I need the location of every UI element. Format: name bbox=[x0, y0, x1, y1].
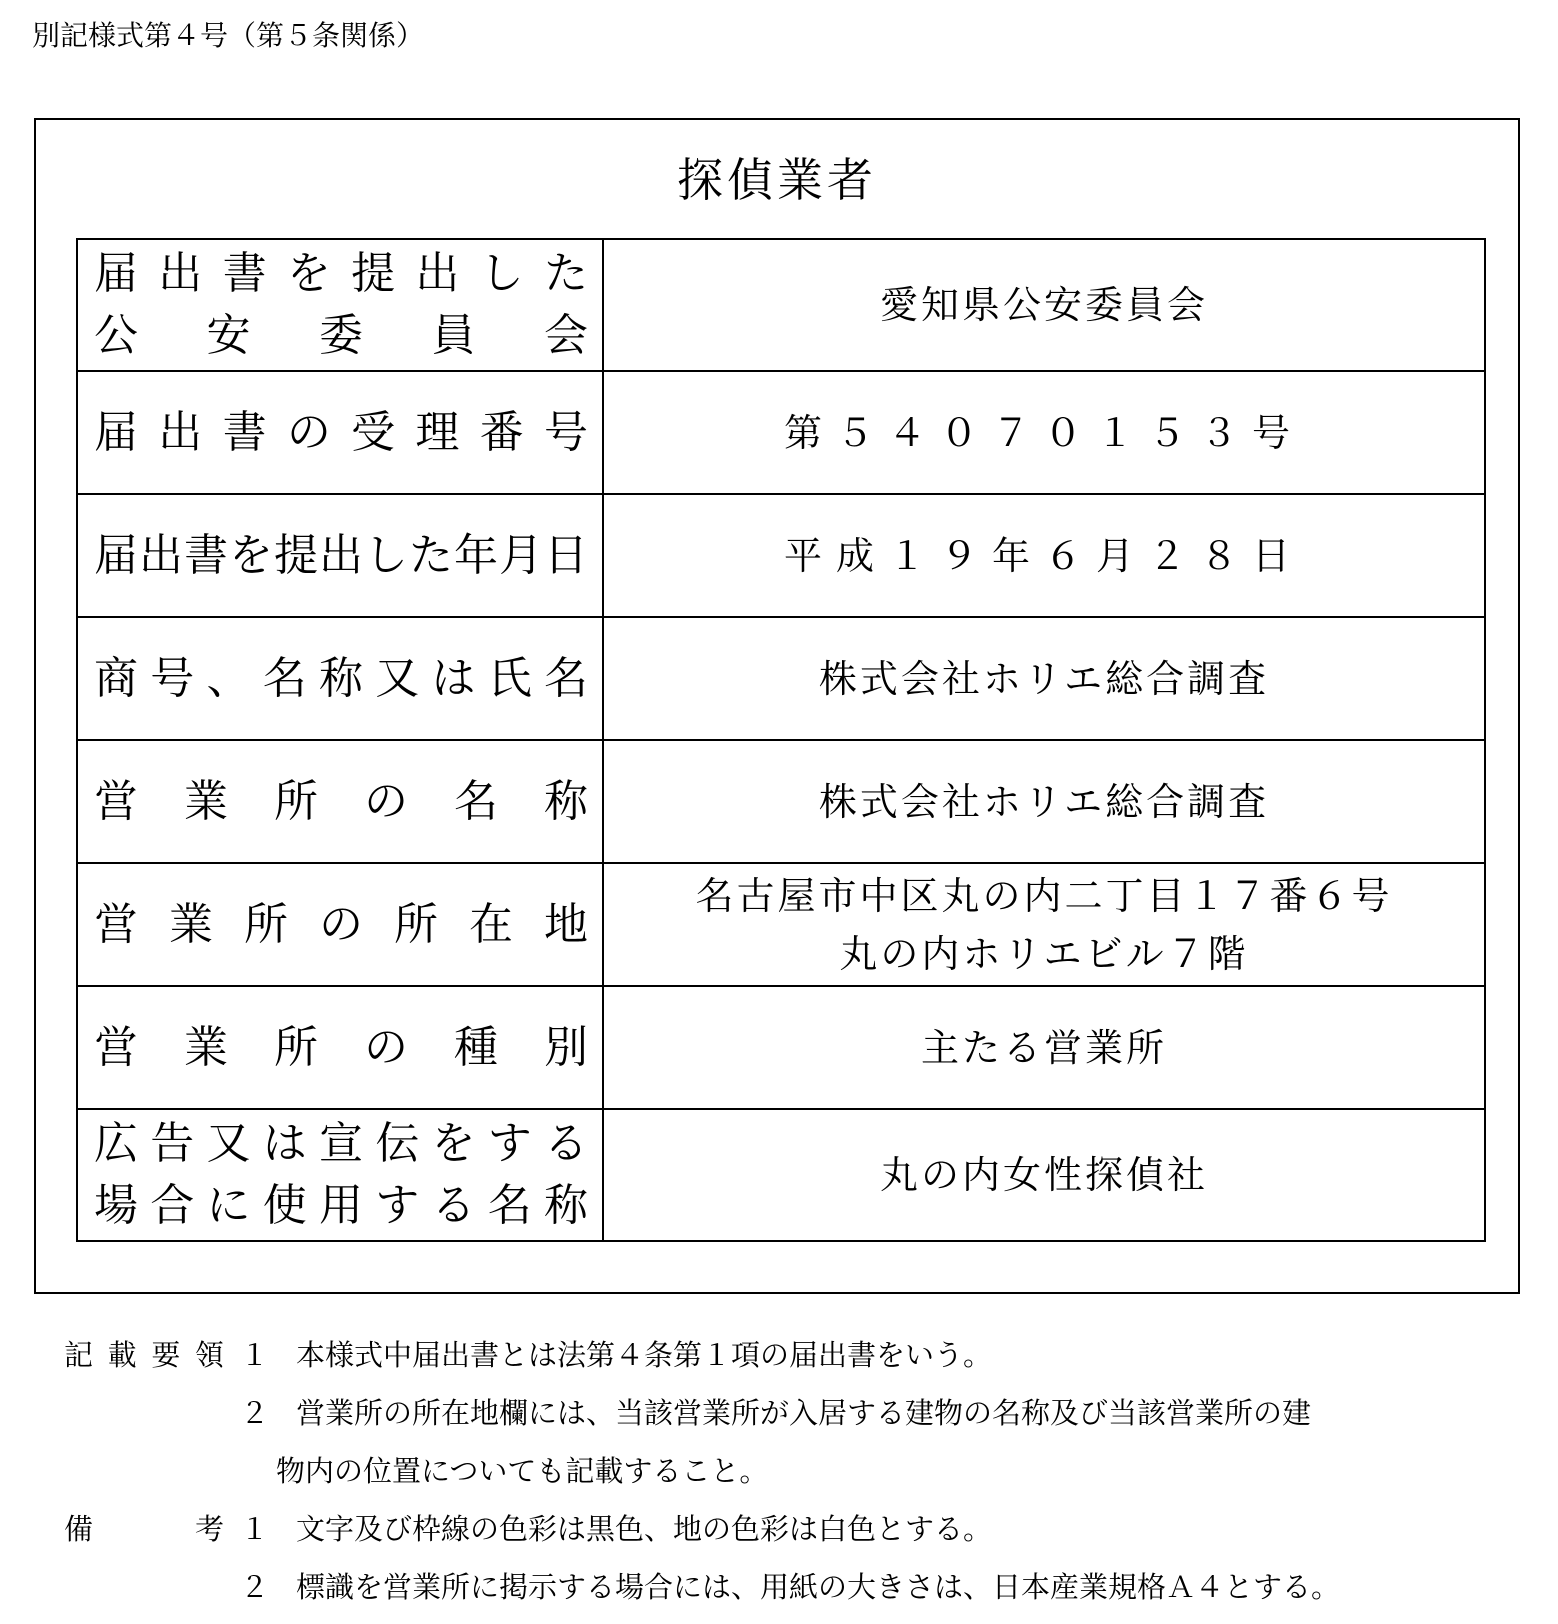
row-value-line: 第５４０７０１５３号 bbox=[783, 410, 1304, 455]
row-label-line: 商号、名称又は氏名 bbox=[94, 652, 588, 704]
value-cell bbox=[603, 986, 1485, 1109]
value-cell bbox=[603, 494, 1485, 617]
row-label-line: 公安委員会 bbox=[94, 310, 588, 361]
row-label-line: 営業所の種別 bbox=[94, 1021, 588, 1073]
row-value-line: 株式会社ホリエ総合調査 bbox=[818, 656, 1270, 701]
table-row-office-address bbox=[77, 863, 1485, 986]
row-value-line: 名古屋市中区丸の内二丁目１７番６号 bbox=[695, 873, 1393, 918]
label-cell bbox=[77, 494, 603, 617]
label-cell bbox=[77, 239, 603, 371]
table-row-receipt-number bbox=[77, 371, 1485, 494]
label-cell bbox=[77, 371, 603, 494]
row-label-line: 届出書を提出した bbox=[94, 248, 588, 299]
notes-section bbox=[64, 1326, 1534, 1616]
note-row bbox=[64, 1326, 1534, 1384]
table-row-office-type bbox=[77, 986, 1485, 1109]
value-cell bbox=[603, 239, 1485, 371]
value-cell bbox=[603, 740, 1485, 863]
table-row-filing-date bbox=[77, 494, 1485, 617]
table-row-trade-name bbox=[77, 617, 1485, 740]
note-text: 営業所の所在地欄には、当該営業所が入居する建物の名称及び当該営業所の建 bbox=[296, 1396, 1312, 1430]
value-cell bbox=[603, 371, 1485, 494]
form-number-label: 別記様式第４号（第５条関係） bbox=[32, 19, 425, 52]
label-cell bbox=[77, 740, 603, 863]
note-text: 文字及び枠線の色彩は黒色、地の色彩は白色とする。 bbox=[296, 1512, 993, 1546]
row-value-line: 平成１９年６月２８日 bbox=[783, 533, 1304, 578]
label-cell bbox=[77, 617, 603, 740]
value-cell bbox=[603, 863, 1485, 986]
note-row bbox=[64, 1500, 1534, 1558]
note-text: 標識を営業所に掲示する場合には、用紙の大きさは、日本産業規格Ａ４とする。 bbox=[296, 1570, 1341, 1604]
table-row-commission bbox=[77, 239, 1485, 371]
note-row bbox=[64, 1442, 1534, 1500]
row-label-line: 届出書を提出した年月日 bbox=[94, 529, 588, 581]
row-label-line: 場合に使用する名称 bbox=[94, 1180, 588, 1231]
row-label-line: 届出書の受理番号 bbox=[94, 406, 588, 458]
row-value-line: 株式会社ホリエ総合調査 bbox=[818, 779, 1270, 824]
row-value-line: 愛知県公安委員会 bbox=[879, 283, 1208, 327]
row-label-line: 広告又は宣伝をする bbox=[94, 1118, 588, 1169]
instructions-heading: 記載要領 bbox=[64, 1338, 224, 1372]
row-value-line: 丸の内ホリエビル７階 bbox=[839, 931, 1249, 976]
note-number: ２ bbox=[240, 1570, 270, 1604]
row-value-line: 丸の内女性探偵社 bbox=[879, 1153, 1208, 1197]
table-row-advertising-name bbox=[77, 1109, 1485, 1241]
sign-frame bbox=[34, 118, 1520, 1294]
note-row bbox=[64, 1384, 1534, 1442]
row-label-line: 営業所の名称 bbox=[94, 775, 588, 827]
table-row-office-name bbox=[77, 740, 1485, 863]
note-text: 本様式中届出書とは法第４条第１項の届出書をいう。 bbox=[296, 1338, 993, 1372]
note-row bbox=[64, 1558, 1534, 1616]
label-cell bbox=[77, 1109, 603, 1241]
sign-title: 探偵業者 bbox=[677, 153, 877, 207]
note-number: １ bbox=[240, 1338, 270, 1372]
note-number: １ bbox=[240, 1512, 270, 1546]
note-continuation: 物内の位置についても記載すること。 bbox=[276, 1454, 769, 1488]
remarks-heading: 備考 bbox=[64, 1512, 224, 1546]
sign-table bbox=[76, 238, 1486, 1242]
row-label-line: 営業所の所在地 bbox=[94, 898, 588, 950]
label-cell bbox=[77, 986, 603, 1109]
label-cell bbox=[77, 863, 603, 986]
row-value-line: 主たる営業所 bbox=[920, 1025, 1167, 1070]
value-cell bbox=[603, 1109, 1485, 1241]
value-cell bbox=[603, 617, 1485, 740]
note-number: ２ bbox=[240, 1396, 270, 1430]
